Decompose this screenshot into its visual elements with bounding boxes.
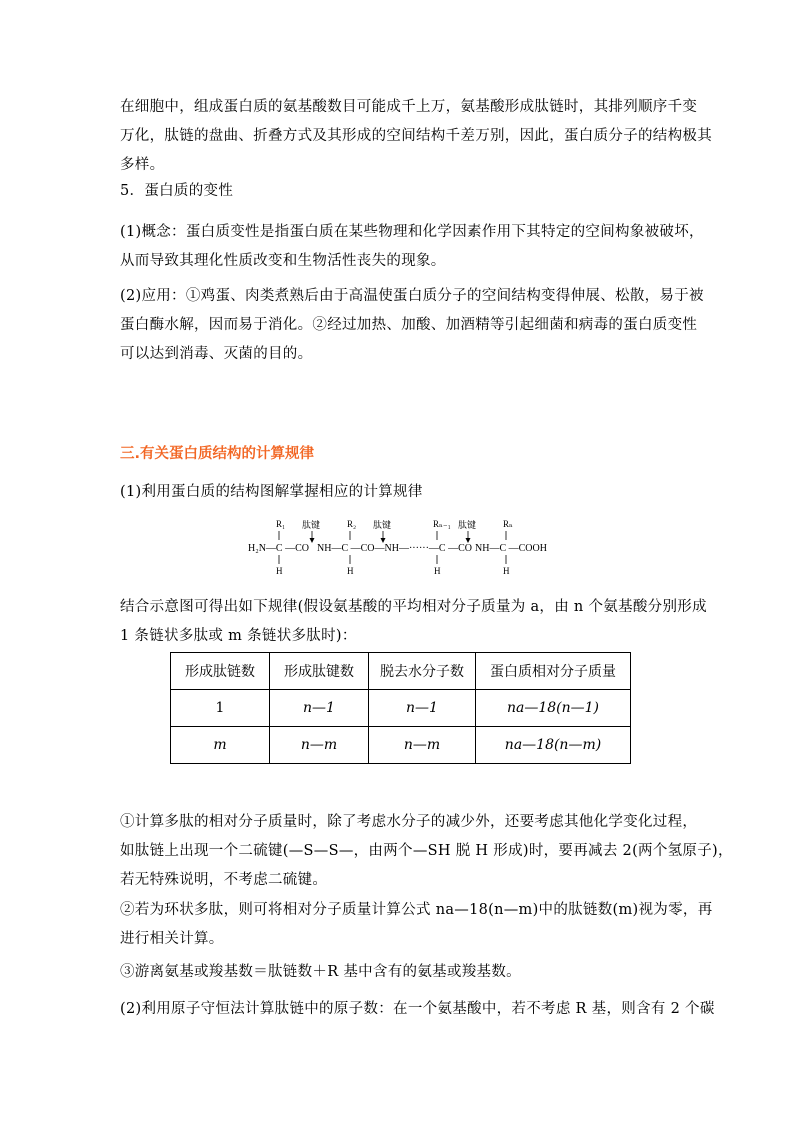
text-line: 在细胞中，组成蛋白质的氨基酸数目可能成千上万，氨基酸形成肽链时，其排列顺序千变 [120,99,698,115]
h-label: H [503,566,510,576]
h-label: H [347,566,354,576]
bond-label-3: 肽键 [458,520,477,530]
note3-paragraph [120,958,680,987]
text-line: 若无特殊说明，不考虑二硫键。 [120,872,328,888]
table-row [171,727,631,764]
rn-label: Rₙ [503,519,513,529]
text-line: ①计算多肽的相对分子质量时，除了考虑水分子的减少外，还要考虑其他化学变化过程， [120,814,698,830]
arrow-down-icon [310,538,315,543]
r2-label: R₂ [347,519,357,529]
table-cell: n—m [369,727,476,764]
application-paragraph [120,282,704,369]
text-line: (2)利用原子守恒法计算肽链中的原子数：在一个氨基酸中，若不考虑 R 基，则含有 2 个碳 [120,1001,715,1017]
calculation-table [170,652,631,764]
rn1-label: Rₙ₋₁ [433,519,451,529]
note2-paragraph [120,896,713,954]
table-cell: na—18(n—1) [476,690,631,727]
concept-paragraph [120,218,704,276]
table-cell: na—18(n—m) [476,727,631,764]
text-line: (2)应用：①鸡蛋、肉类煮熟后由于高温使蛋白质分子的空间结构变得伸展、松散，易于被 [120,288,704,304]
text-line: 1 条链状多肽或 m 条链状多肽时)： [120,628,357,644]
text-line: 进行相关计算。 [120,931,224,947]
summary-paragraph [120,593,707,651]
text-line: 蛋白酶水解，因而易于消化。②经过加热、加酸、加酒精等引起细菌和病毒的蛋白质变性 [120,317,698,333]
table-cell: n—1 [270,690,369,727]
text-line: 从而导致其理化性质改变和生物活性丧失的现象。 [120,253,446,269]
intro-paragraph [120,93,712,180]
table-cell: 1 [171,690,270,727]
text-line: 5．蛋白质的变性 [120,183,234,199]
note1-paragraph [120,808,733,895]
section3-subheading [120,478,680,507]
peptide-structure-diagram [240,518,560,580]
h-label: H [434,566,441,576]
table-header-cell: 形成肽链数 [171,653,270,690]
table-cell: n—m [270,727,369,764]
table-row [171,690,631,727]
r1-label: R₁ [276,519,286,529]
text-line: ②若为环状多肽，则可将相对分子质量计算公式 na—18(n—m)中的肽链数(m)视为零，再 [120,902,713,918]
table-cell: m [171,727,270,764]
text-line: 如肽链上出现一个二硫键(—S—S—，由两个—SH 脱 H 形成)时，要再减去 2(两个氢原子)， [120,843,733,859]
bond-label-1: 肽键 [302,520,321,530]
text-line: (1)利用蛋白质的结构图解掌握相应的计算规律 [120,484,423,500]
text-line: 可以达到消毒、灭菌的目的。 [120,346,313,362]
table-header-cell: 形成肽键数 [270,653,369,690]
section3-heading: 三.有关蛋白质结构的计算规律 [120,446,315,462]
chain-middle: NH—C —CO—NH—······—C —CO [317,543,472,554]
chain-end: NH—C —COOH [475,543,547,554]
section5-title [120,177,680,206]
text-line: ③游离氨基或羧基数＝肽链数＋R 基中含有的氨基或羧基数。 [120,964,521,980]
h-label: H [276,566,283,576]
bond-label-2: 肽键 [373,520,392,530]
chain-start: H₂N—C —CO [248,543,309,554]
table-header-cell: 蛋白质相对分子质量 [476,653,631,690]
table-header-row [171,653,631,690]
text-line: 结合示意图可得出如下规律(假设氨基酸的平均相对分子质量为 a，由 n 个氨基酸分别形成 [120,599,707,615]
text-line: (1)概念：蛋白质变性是指蛋白质在某些物理和化学因素作用下其特定的空间构象被破坏， [120,224,704,240]
text-line: 万化，肽链的盘曲、折叠方式及其形成的空间结构千差万别，因此，蛋白质分子的结构极其 [120,128,712,144]
sub2-paragraph [120,995,715,1024]
table-header-cell: 脱去水分子数 [369,653,476,690]
text-line: 多样。 [120,157,165,173]
table-cell: n—1 [369,690,476,727]
